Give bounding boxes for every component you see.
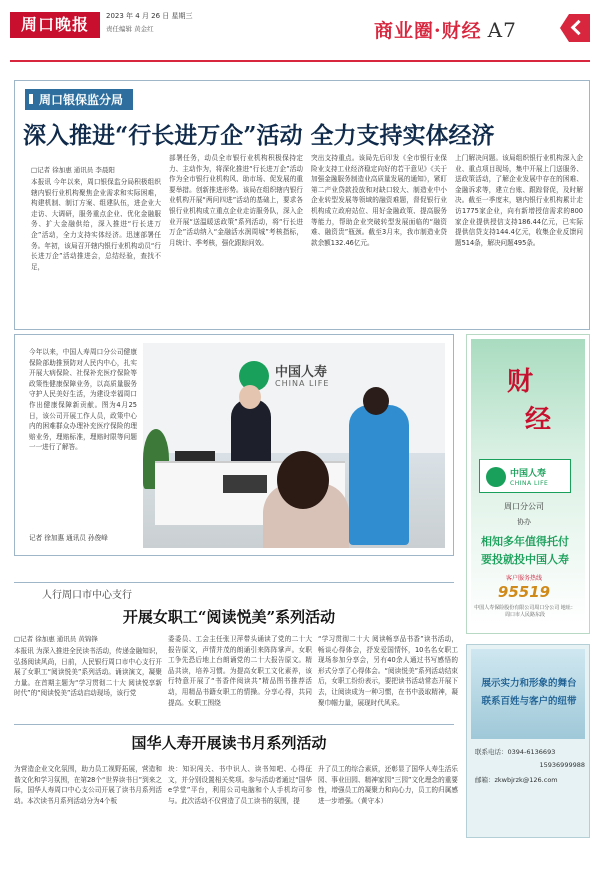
article-column: 块：知识闯关、书中识人、读书知吧、心得征文，并分别设置相关奖项。参与活动者通过“国华e学堂”平台，利用公司电脑和个人手机均可参与。此次活动不仅营造了员工读书的氛围，提 xyxy=(168,765,312,805)
news-photo xyxy=(143,343,445,548)
ad-cohost: 协办 xyxy=(517,518,531,526)
ad-phone: 联系电话：0394-6136693 xyxy=(475,748,556,756)
masthead-rule xyxy=(10,60,590,62)
photo-brand-en: CHINA LIFE xyxy=(275,379,330,388)
ad-footer: 中国人寿保险股份有限公司周口分公司 地址：周口市人民路东段 xyxy=(474,605,576,618)
article-column: 本报讯 为深入推进全民读书活动，传递金融知识，弘扬阅读风尚，日前，人民银行周口市中心支行开展了女职工“阅读悦美”系列活动。诵读演文，凝聚力量。在首期主题为“学习贯彻二十大 阅读悦享新时代”的“阅读悦美”活动启动现场，该行党 xyxy=(14,647,162,698)
masthead xyxy=(0,0,600,64)
article-lead xyxy=(14,80,590,330)
article-column: 升了员工的综合素质，还彰显了国华人寿生活乐园、事业田园、精神家园“三园”文化理念的重要性，增强员工的凝聚力和向心力，员工的归属感进一步增强。（黄守本） xyxy=(318,765,458,805)
chevron-left-icon[interactable] xyxy=(560,14,590,42)
article-column: 委委员、工会主任张卫萍带头诵读了党的二十大报告原文，声情并茂的朗诵引来阵阵掌声。女职工争先恐后地上台朗诵党的二十大报告原文。精品共读，培养习惯。为提高女职工文化素养，该行特意开展了“书香伴阅读共”精品图书推荐活动，用精品书籍女职工的情操。分享心得，共同提高。女职工围绕 xyxy=(168,635,312,707)
ad-logo xyxy=(479,459,571,493)
page-number: A7 xyxy=(487,18,517,42)
section-name: 商业圈 xyxy=(374,20,435,42)
article-byline: □记者 徐加惠 通讯员 黄锦锋 xyxy=(14,635,98,643)
ad-hotline-number: 95519 xyxy=(497,583,551,601)
section-divider xyxy=(14,582,454,583)
advertising-ad[interactable] xyxy=(466,644,590,838)
article-column: 部署任务，动员全市银行业机构积极保持定力、主动作为，将深化推进“行长进万企”活动作为全市银行业机构风、助市场、促发展的重要举措。创新推进形势。该局在组织辖内银行业机构开展“两问四进”活动的基础上，要求各银行业机构成立重点企业走访服务队，深入企业开展“送温暖送政策”系列活动，将“行长进万企”活动纳入“金融活水润周城”考核指标，月统计、季考核，强化跟踪问效。 xyxy=(169,154,303,247)
article-column: 本报讯 今年以来，周口银保监分局积极组织辖内银行业机构聚焦企业需求和实际困难，构建机制、制订方案、组建队伍，进企业大走访、大调研，服务重点企业、优化金融服务、扩大金融供给，深入推进“行长进万企”活动，全力支持实体经济。迅速部署任务。年初，该局召开辖内银行业机构动员“行长进万企”活动推进会，总结经验，查找不足， xyxy=(31,178,161,271)
ad-email: 邮箱：zkwbjrzk@126.com xyxy=(475,776,558,784)
china-life-ad[interactable] xyxy=(466,334,590,634)
article-byline: □记者 徐加惠 通讯员 李晨阳 xyxy=(31,166,115,174)
article-headline: 开展女职工“阅读悦美”系列活动 xyxy=(122,608,336,626)
paper-logo: 周口晚报 xyxy=(10,12,100,38)
ad-slogan: 相知多年值得托付 xyxy=(481,535,569,548)
ad-char-jing: 经 xyxy=(525,405,552,435)
article-column: 突出支持重点。该局先后印发《全市银行业保险业支持工业经济稳定向好的若干意见》《关于加强金融服务制造业高质量发展的通知》，紧盯第二产业贷款投放和对缺口较大、制造业中小企业转型发展等领域的融资难题，督促银行业机构成立政府站位、用好金融政策、提高服务等能力，帮助企业突破转型发展面临的“融资难、融资贵”瓶颈。截至3月末，我市制造业贷款余额132.46亿元。 xyxy=(311,154,447,247)
article-column: “学习贯彻二十大 阅读畅享品书香”读书活动，畅谈心得体会，抒发爱国情怀，10名名女职工现场参加分享会，另有40余人通过书写感悟的形式分享了心得体会。“阅读悦美”系列活动结束后，女职工纷纷表示，要把读书活动常态开展下去，让阅读成为一种习惯，在书中汲取精神，凝聚巾帼力量，展现时代风采。 xyxy=(318,635,458,707)
photo-brand-text: 中国人寿 xyxy=(275,365,328,380)
article-headline: 深入推进“行长进万企”活动 全力支持实体经济 xyxy=(23,122,495,149)
article-kicker: 周口银保监分局 xyxy=(25,89,133,110)
subsection-name: 财经 xyxy=(441,20,482,42)
section-header xyxy=(374,16,517,43)
issue-info xyxy=(106,10,193,36)
ad-branch: 周口分公司 xyxy=(504,502,544,511)
photo-byline: 记者 徐加惠 通讯员 孙俊峰 xyxy=(29,534,108,542)
ad-slogan: 联系百姓与客户的纽带 xyxy=(481,696,577,707)
ad-slogan: 要投就投中国人寿 xyxy=(481,553,569,566)
section-separator: · xyxy=(434,20,442,42)
article-kicker: 人行周口市中心支行 xyxy=(42,590,132,601)
ad-char-cai: 财 xyxy=(507,367,534,397)
article-headline: 国华人寿开展读书月系列活动 xyxy=(131,734,327,752)
article-column: 为营造企业文化氛围，助力员工视野拓展，营造和谐文化和学习氛围，在第28个“世界读书日”到来之际，国华人寿周口中心支公司开展了读书月系列活动。本次读书月系列活动分为4个板 xyxy=(14,765,162,805)
ad-phone: 15936999988 xyxy=(539,761,585,769)
photo-story xyxy=(14,334,454,556)
ad-logo-cn: 中国人寿 xyxy=(510,469,547,479)
china-life-logo-icon xyxy=(486,467,506,487)
section-divider xyxy=(14,724,454,725)
article-column: 上门解决问题。该局组织银行业机构深入企业、重点项目现场，集中开展上门送服务、送政策活动，了解企业发展中存在的困难、金融诉求等，建立台账、跟踪督促，及时解决。截至一季度末，辖内银行业机构累计走访1775家企业，向有新增授信需求的800家企业提供授信支持186.44亿元，已实际提供信贷支持144.4亿元，收集企业反馈问题514条，解决问题495条。 xyxy=(455,154,583,247)
ad-hotline-label: 客户服务热线 xyxy=(505,575,542,582)
ad-logo-en: CHINA LIFE xyxy=(510,480,549,487)
issue-date: 2023 年 4 月 26 日 星期三 xyxy=(106,12,193,20)
editor-credit: 责任编辑 黄金红 xyxy=(106,25,154,33)
ad-slogan: 展示实力和形象的舞台 xyxy=(481,678,577,689)
photo-caption-text: 今年以来，中国人寿周口分公司健康保险部助推预防对人民内中心，扎实开展大病保险、社保补充医疗保险等政策性健康保障业务，以高质量服务守护人民美好生活，为建设幸福周口作出健康保障新贡献。图为4月25日，该公司开展工作人员，政策中心内的困难群众办理补充医疗保险的理赔业务，理赔标准，理赔时限等问题一一进行了解答。 xyxy=(29,348,137,452)
